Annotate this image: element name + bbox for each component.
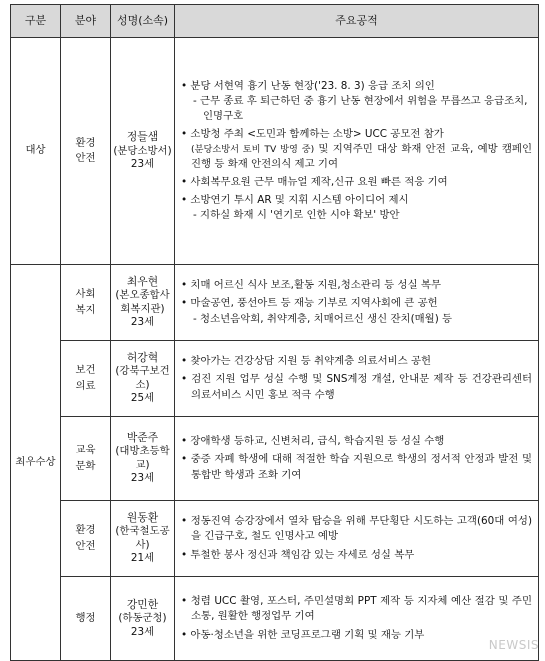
person-org: (한국철도공사) <box>115 525 170 551</box>
achievement-item: • 찾아가는 건강상담 지원 등 취약계층 의료서비스 공헌 <box>181 355 432 368</box>
person-org: (강북구보건소) <box>115 365 170 391</box>
person-org: (하동군청) <box>118 612 167 624</box>
person-cell <box>111 577 175 661</box>
achievement-item: • 중증 자폐 학생에 대해 적절한 학습 지원으로 학생의 정서적 안정과 발전 및 통합반 학생과 조화 기여 <box>181 453 532 481</box>
achievement-item: • 소방청 주최 <도민과 함께하는 소방> UCC 공모전 참가 (분당소방서 토비 TV 방영 중) 및 지역주민 대상 화재 안전 교육, 예방 캠페인 진행 등 화재 안전의식 제고 기여 <box>181 127 532 171</box>
field-cell: 교육문화 <box>61 417 111 501</box>
person-name: 허강혁 <box>126 351 159 365</box>
achievements-cell <box>175 501 539 577</box>
achievement-item: • 검진 지원 업무 성실 수행 및 SNS계정 개설, 안내문 제작 등 건강관리센터 의료서비스 시민 홍보 적극 수행 <box>181 373 532 401</box>
table-row <box>11 577 539 661</box>
person-age: 21세 <box>130 552 155 565</box>
achievement-item: • 투철한 봉사 정신과 책임감 있는 자세로 성실 복무 <box>181 548 415 561</box>
watermark: NEWSIS <box>488 638 539 652</box>
achievement-item: • 장애학생 등하교, 신변처리, 급식, 학습지원 등 성실 수행 <box>181 435 445 448</box>
person-age: 23세 <box>130 625 155 638</box>
field-cell: 환경안전 <box>61 501 111 577</box>
person-age: 23세 <box>130 472 155 485</box>
person-age: 23세 <box>130 316 155 329</box>
person-org: (분당소방서) <box>113 144 172 157</box>
person-cell <box>111 341 175 417</box>
table-header-row <box>11 5 539 38</box>
person-org: (대방초등학교) <box>115 445 170 471</box>
person-name: 정들샘 <box>126 130 159 144</box>
table-row <box>11 341 539 417</box>
table-row <box>11 38 539 265</box>
person-cell <box>111 501 175 577</box>
achievement-item: • 분당 서현역 흉기 난동 현장('23. 8. 3) 응급 조치 의인 - 근무 종료 후 퇴근하던 중 흉기 난동 현장에서 위험을 무릅쓰고 응급조치, 인명구호 <box>181 79 528 122</box>
person-name: 최우현 <box>126 275 159 289</box>
header-category: 구분 <box>11 5 61 38</box>
category-cell: 최우수상 <box>11 265 61 661</box>
header-field: 분야 <box>61 5 111 38</box>
achievements-cell <box>175 417 539 501</box>
field-cell: 보건의료 <box>61 341 111 417</box>
person-name: 원동환 <box>126 511 159 525</box>
table-row <box>11 265 539 341</box>
achievements-cell <box>175 577 539 661</box>
person-age: 25세 <box>130 392 155 405</box>
achievements-cell <box>175 38 539 265</box>
header-name: 성명(소속) <box>111 5 175 38</box>
person-name: 박준주 <box>126 431 159 445</box>
achievement-item: • 치매 어르신 식사 보조,활동 지원,청소관리 등 성실 복무 <box>181 279 441 292</box>
field-cell: 행정 <box>61 577 111 661</box>
table-row <box>11 417 539 501</box>
person-age: 23세 <box>130 158 155 171</box>
person-name: 강민한 <box>126 597 159 611</box>
person-org: (본오종합사회복지관) <box>115 289 170 315</box>
header-achievements: 주요공적 <box>175 5 539 38</box>
field-cell: 환경안전 <box>61 38 111 265</box>
achievement-item: • 아동·청소년을 위한 코딩프로그램 기획 및 재능 기부 <box>181 628 425 641</box>
achievements-cell <box>175 265 539 341</box>
person-cell <box>111 265 175 341</box>
achievement-item: • 소방연기 투시 AR 및 지휘 시스템 아이디어 제시 - 지하실 화재 시 '연기로 인한 시야 확보' 방안 <box>181 194 409 222</box>
achievement-item: • 청렴 UCC 촬영, 포스터, 주민설명회 PPT 제작 등 지자체 예산 절감 및 주민 소통, 원활한 행정업무 기여 <box>181 595 532 623</box>
person-cell <box>111 417 175 501</box>
achievements-cell <box>175 341 539 417</box>
achievement-item: • 사회복무요원 근무 매뉴얼 제작,신규 요원 빠른 적응 기여 <box>181 176 448 189</box>
table-row <box>11 501 539 577</box>
field-cell: 사회복지 <box>61 265 111 341</box>
person-cell <box>111 38 175 265</box>
achievement-item: • 마술공연, 풍선아트 등 재능 기부로 지역사회에 큰 공헌 - 청소년음악회, 취약계층, 치매어르신 생신 잔치(매월) 등 <box>181 297 453 325</box>
awards-table <box>10 4 539 661</box>
category-cell: 대상 <box>11 38 61 265</box>
achievement-item: • 정동진역 승강장에서 열차 탑승을 위해 무단횡단 시도하는 고객(60대 여성)을 긴급구호, 철도 인명사고 예방 <box>181 515 532 543</box>
